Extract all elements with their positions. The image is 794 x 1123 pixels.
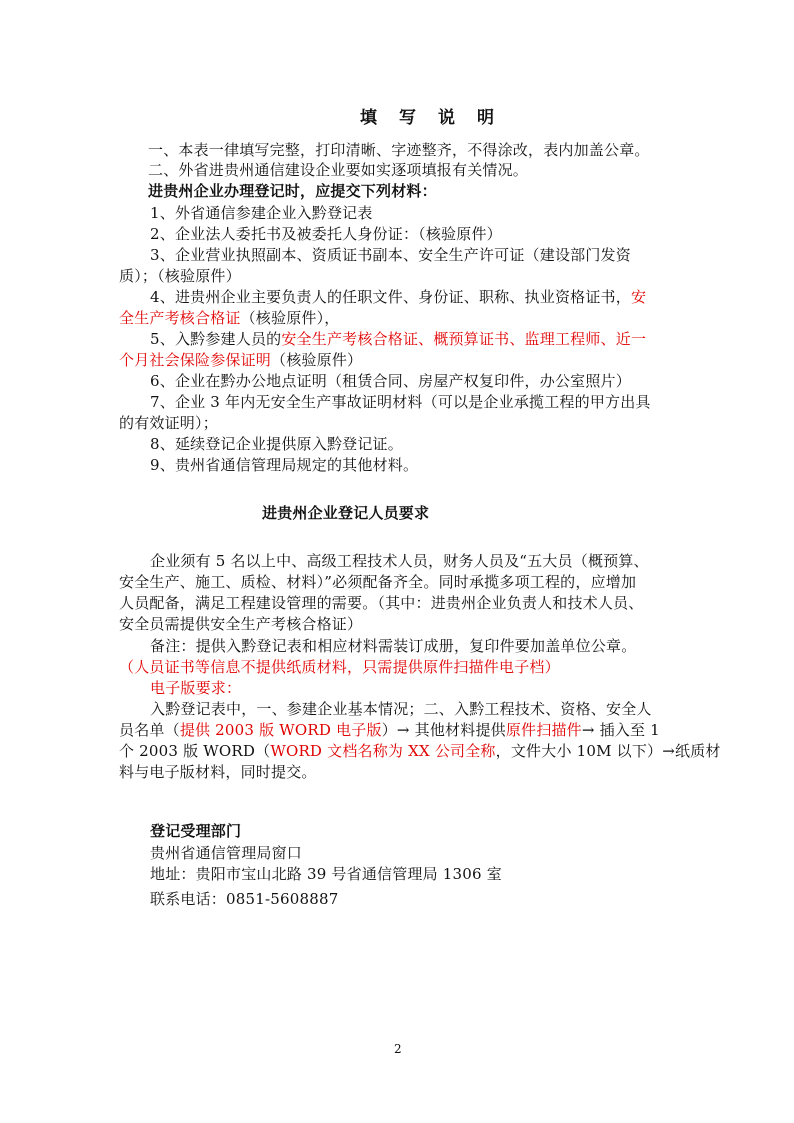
material-item-1: 1、外省通信参建企业入黔登记表 — [150, 204, 373, 222]
electronic-line-3-part-c: ，文件大小 10M 以下）→纸质材 — [495, 742, 721, 760]
material-item-7-line-1: 7、企业 3 年内无安全生产事故证明材料（可以是企业承揽工程的甲方出具 — [150, 393, 651, 411]
electronic-line-2-part-c: ）→ 其他材料提供 — [381, 721, 506, 739]
electronic-line-3-part-a: 个 2003 版 WORD（ — [119, 742, 271, 760]
office-phone: 联系电话：0851-5608887 — [150, 890, 339, 908]
material-item-4-line-2 — [119, 308, 340, 328]
material-item-4-line-1 — [150, 287, 646, 307]
personnel-para-line-4: 安全员需提供安全生产考核合格证） — [119, 615, 363, 633]
electronic-line-1: 入黔登记表中，一、参建企业基本情况；二、入黔工程技术、资格、安全人 — [150, 700, 652, 718]
intro-line-1: 一、本表一律填写完整，打印清晰、字迹整齐，不得涂改，表内加盖公章。 — [148, 141, 650, 159]
material-item-5-tail: （核验原件） — [271, 351, 363, 369]
electronic-line-2-part-e: → 插入至 1 — [581, 721, 660, 739]
intro-line-2: 二、外省进贵州通信建设企业要如实逐项填报有关情况。 — [148, 161, 529, 179]
personnel-heading: 进贵州企业登记人员要求 — [262, 504, 430, 522]
material-item-5-line-2 — [119, 350, 362, 370]
material-item-4-tail: （核验原件）， — [240, 309, 340, 327]
material-item-3-line-1: 3、企业营业执照副本、资质证书副本、安全生产许可证（建设部门发资 — [150, 246, 631, 264]
material-item-4-text: 4、进贵州企业主要负责人的任职文件、身份证、职称、执业资格证书， — [150, 288, 631, 306]
note-line: 备注：提供入黔登记表和相应材料需装订成册，复印件要加盖单位公章。 — [150, 637, 637, 655]
electronic-line-2-highlight-b: 原件扫描件 — [505, 721, 582, 739]
electronic-heading: 电子版要求： — [150, 679, 242, 697]
material-item-5-line-1 — [150, 329, 646, 349]
materials-heading: 进贵州企业办理登记时，应提交下列材料： — [148, 182, 437, 200]
page-title: 填写说明 — [360, 108, 516, 128]
material-item-4-highlight: 安 — [630, 288, 647, 306]
electronic-line-3-highlight: WORD 文档名称为 XX 公司全称 — [270, 742, 496, 760]
page-number: 2 — [394, 1042, 402, 1056]
electronic-line-4: 料与电子版材料，同时提交。 — [119, 763, 317, 781]
material-item-5-highlight-cont: 个月社会保险参保证明 — [119, 351, 272, 369]
material-item-8: 8、延续登记企业提供原入黔登记证。 — [150, 435, 403, 453]
material-item-7-line-2: 的有效证明）； — [119, 414, 218, 432]
material-item-2: 2、企业法人委托书及被委托人身份证：（核验原件） — [150, 225, 502, 243]
material-item-4-highlight-cont: 全生产考核合格证 — [119, 309, 241, 327]
material-item-9: 9、贵州省通信管理局规定的其他材料。 — [150, 456, 419, 474]
office-heading: 登记受理部门 — [150, 822, 242, 840]
material-item-6: 6、企业在黔办公地点证明（租赁合同、房屋产权复印件，办公室照片） — [150, 372, 631, 390]
personnel-para-line-2: 安全生产、施工、质检、材料）”必须配备齐全。同时承揽多项工程的，应增加 — [119, 573, 637, 591]
office-address: 地址：贵阳市宝山北路 39 号省通信管理局 1306 室 — [150, 865, 502, 883]
office-name: 贵州省通信管理局窗口 — [150, 844, 303, 862]
personnel-para-line-1: 企业须有 5 名以上中、高级工程技术人员，财务人员及“五大员（概预算、 — [150, 552, 649, 570]
electronic-line-2-part-a: 员名单（ — [119, 721, 180, 739]
material-item-3-line-2: 质）；（核验原件） — [119, 267, 241, 285]
material-item-5-highlight: 安全生产考核合格证、概预算证书、监理工程师、近一 — [281, 330, 647, 348]
personnel-para-line-3: 人员配备，满足工程建设管理的需要。（其中：进贵州企业负责人和技术人员、 — [119, 594, 644, 612]
electronic-line-3 — [119, 741, 721, 761]
material-item-5-text: 5、入黔参建人员的 — [150, 330, 282, 348]
note-red-line: （人员证书等信息不提供纸质材料，只需提供原件扫描件电子档） — [119, 658, 560, 676]
electronic-line-2-highlight-a: 提供 2003 版 WORD 电子版 — [179, 721, 382, 739]
electronic-line-2 — [119, 720, 660, 740]
